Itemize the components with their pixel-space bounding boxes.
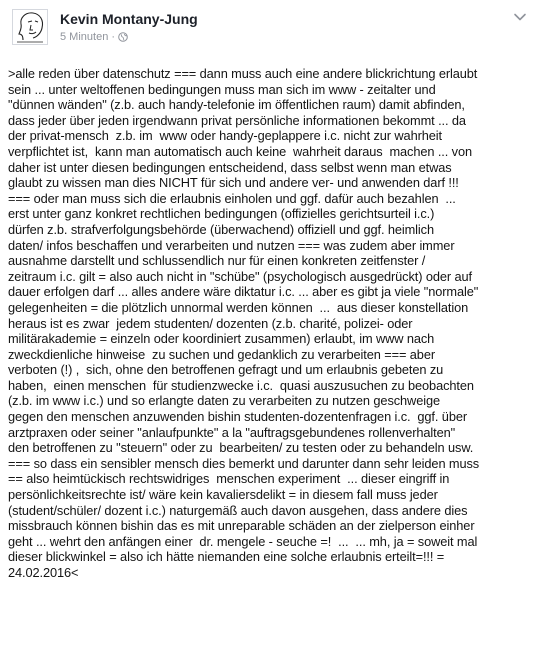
post-text-line: == also heimtückisch rechtswidriges menschen experiment ... dieser eingriff in <box>8 471 450 487</box>
author-name-link[interactable]: Kevin Montany-Jung <box>60 11 198 27</box>
post-text-line: geht ... wehrt den anfängen einer dr. mengele - seuche =! ... ... mh, ja = soweit mal <box>8 533 478 549</box>
post-text-line: missbrauch können bishin das es mit unreparable schäden an der zielperson einher <box>8 518 475 534</box>
post-header <box>0 0 541 52</box>
post-text-line: verboten (!) , sich, ohne den betroffenen gefragt und um erlaubnis gebeten zu <box>8 362 444 378</box>
post-text-line: verpflichtet ist, kann man automatisch auch keine wahrheit daraus machen ... von <box>8 143 473 159</box>
post-text-line: heraus ist es zwar jedem studenten/ dozenten (z.b. charité, polizei- oder <box>8 315 413 331</box>
post-text-line: glaubt zu wissen man dies NICHT für sich und andere ver- und anwenden darf !!! <box>8 175 459 191</box>
sketch-face-avatar-icon <box>13 10 47 44</box>
post-timestamp[interactable]: 5 Minuten <box>60 31 109 43</box>
post-text-line: daten/ infos beschaffen und verarbeiten und nutzen === was zudem aber immer <box>8 237 455 253</box>
chevron-down-icon[interactable] <box>513 12 527 22</box>
post-text-line: "dünnen wänden" (z.b. auch handy-telefonie im öffentlichen raum) damit abfinden, <box>8 97 465 113</box>
post-text-line: erst unter ganz konkret rechtlichen bedingungen (offizielles gerichtsurteil i.c.) <box>8 206 435 222</box>
post-text-line: militärakademie = einzeln oder koordiniert zusammen) erlaubt, im www nach <box>8 331 435 347</box>
globe-icon[interactable] <box>118 32 128 42</box>
post-text-line: arztpraxen oder seiner "anlaufpunkte" a la "auftragsgebundenes rollenverhalten" <box>8 424 456 440</box>
post-text-line: 24.02.2016< <box>8 565 79 580</box>
post-text-line: (z.b. im www i.c.) und so erlangte daten zu verarbeiten zu nutzen geschweige <box>8 393 440 409</box>
post-text-line: === oder man muss sich die erlaubnis einholen und ggf. dafür auch bezahlen ... <box>8 190 456 206</box>
post-text-line: persönlichkeitsrechte ist/ wäre kein kavaliersdelikt = in diesem fall muss jeder <box>8 487 438 503</box>
post-body <box>8 66 538 581</box>
post-text-line: gegen den menschen anzuwenden bishin studenten-dozentenfragen i.c. ggf. über <box>8 409 468 425</box>
post-text-line: dieser blickwinkel = also ich hätte niemanden eine solche erlaubnis erteilt=!!! = <box>8 549 445 565</box>
post-text-line: dauer erfolgen darf ... alles andere wäre diktatur i.c. ... aber es gibt ja viele "normale" <box>8 284 479 300</box>
post-text-line: >alle reden über datenschutz === dann muss auch eine andere blickrichtung erlaubt <box>8 66 478 81</box>
post-text-line: sein ... unter weltoffenen bedingungen muss man sich im www - zeitalter und <box>8 81 436 97</box>
post-text-line: zeitraum i.c. gilt = also auch nicht in "schübe" (psychologisch ausgedrückt) oder auf <box>8 268 473 284</box>
post-text-line: ausnahme darstellt und schlussendlich nur für einen konkreten zeitfenster / <box>8 253 426 269</box>
meta-separator: · <box>111 31 115 43</box>
post-text-line: dass jeder über jeden irgendwann privat persönliche informationen bekommt ... da <box>8 112 466 128</box>
post-text-line: daher ist unter diesen bedingungen entscheidend, dass selbst wenn man etwas <box>8 159 452 175</box>
post-text-line: (student/schüler/ dozent i.c.) naturgemäß auch davon ausgehen, dass andere dies <box>8 502 468 518</box>
post-text-line: === so dass ein sensibler mensch dies bemerkt und darunter dann sehr leiden muss <box>8 455 480 471</box>
post-text-line: der privat-mensch z.b. im www oder handy-geplappere i.c. nicht zur wahrheit <box>8 128 442 144</box>
author-avatar[interactable] <box>12 9 48 45</box>
post-text-line: haben, einen menschen für studienzwecke i.c. quasi auszusuchen zu beobachten <box>8 377 474 393</box>
post-text-line: gelegenheiten = die plötzlich unnormal werden können ... aus dieser konstellation <box>8 299 469 315</box>
post-text-line: dürfen z.b. strafverfolgungsbehörde (überwachend) offiziell und ggf. heimlich <box>8 221 434 237</box>
post-meta <box>60 31 128 43</box>
post-text-line: zweckdienliche hinweise zu suchen und gedanklich zu verarbeiten === aber <box>8 346 436 362</box>
post-text-line: den betroffenen zu "steuern" oder zu bearbeiten/ zu testen oder zu behandeln usw. <box>8 440 474 456</box>
